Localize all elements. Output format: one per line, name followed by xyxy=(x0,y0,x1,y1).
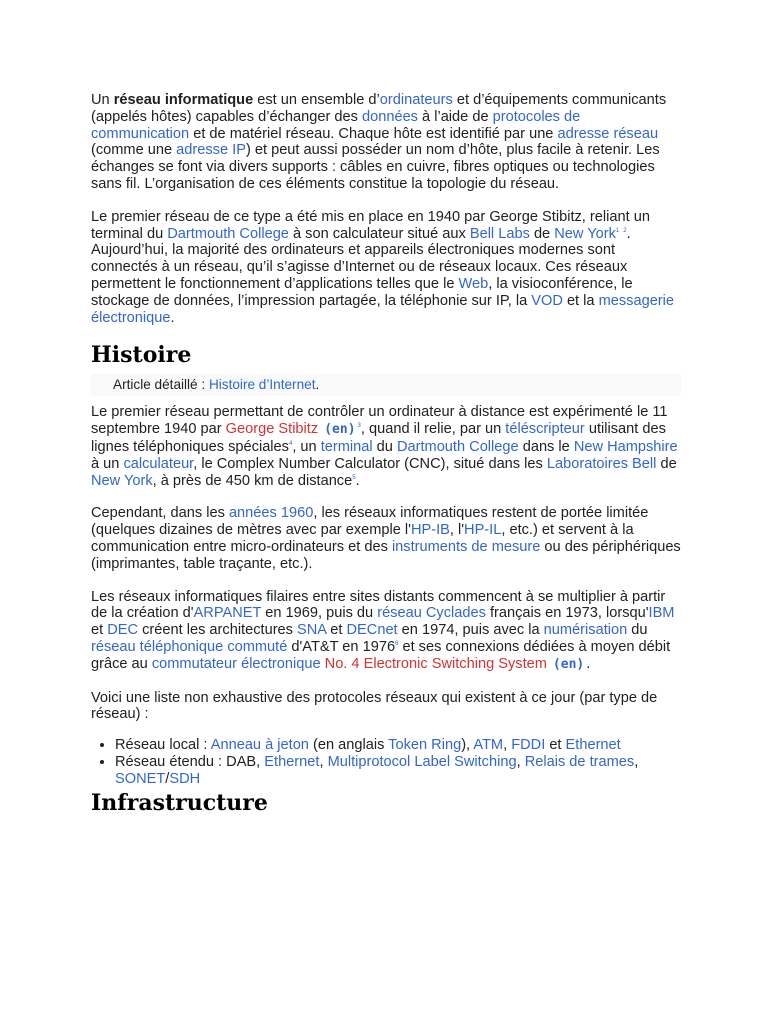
ref-link-2[interactable]: 2 xyxy=(623,227,627,234)
intro-paragraph-1: Un réseau informatique est un ensemble d’ordinateurs et d’équipements communicants (appelés hôtes) capables d’échanger des données à l’aide de protocoles de communication et de matériel réseau. Chaque hôte est identifié par une adresse réseau (comme une adresse IP) et peut aussi posséder un nom d’hôte, plus facile à retenir. Les échanges se font via divers supports : câbles en cuivre, fibres optiques ou technologies sans fil. L’organisation de ces éléments constitue la topologie du réseau. xyxy=(91,92,667,192)
link-hp-il[interactable]: HP-IL xyxy=(464,522,502,539)
link-commutateur[interactable]: commutateur électronique xyxy=(151,655,321,672)
link-terminal[interactable]: terminal xyxy=(320,438,373,455)
intro-paragraph-2: Le premier réseau de ce type a été mis en place en 1940 par George Stibitz, reliant un terminal du Dartmouth College à son calculateur situé aux Bell Labs de New York$^1$ $^2$. Aujourd’hui, la majorité des ordinateurs et appareils électroniques modernes sont connectés à un réseau, qu’il s’agisse d’Internet ou de réseaux locaux. Ces réseaux permettent le fonctionnement d’applications telles que le Web, la visioconférence, le stockage de données, l’impression partagée, la téléphonie sur IP, la VOD et la messagerie électronique. xyxy=(91,208,675,326)
link-web[interactable]: Web xyxy=(458,275,489,292)
link-en-no4-ess[interactable]: (en) xyxy=(552,656,585,672)
link-new-york-2[interactable]: New York xyxy=(91,472,153,489)
link-instruments-mesure[interactable]: instruments de mesure xyxy=(391,538,541,555)
hatnote-article-detaille: Article détaillé : Histoire d’Internet. xyxy=(91,374,681,396)
link-en-stibitz[interactable]: (en) xyxy=(324,422,356,438)
link-laboratoires-bell[interactable]: Laboratoires Bell xyxy=(546,455,657,472)
term-reseau-informatique: réseau informatique xyxy=(113,92,254,108)
link-ordinateurs[interactable]: ordinateurs xyxy=(379,92,453,108)
protocol-list xyxy=(91,737,681,787)
link-new-hampshire[interactable]: New Hampshire xyxy=(573,438,678,455)
link-sna[interactable]: SNA xyxy=(297,622,327,639)
histoire-paragraph-1: Le premier réseau permettant de contrôler un ordinateur à distance est expérimenté le 11 septembre 1940 par George Stibitz (en) $^3$, quand il relie, par un téléscripteur utilisant des lignes téléphoniques spéciales$^4$, un terminal du Dartmouth College dans le New Hampshire à un calculateur, le Complex Number Calculator (CNC), situé dans les Laboratoires Bell de New York, à près de 450 km de distance$^5$. xyxy=(91,404,678,489)
link-token-ring[interactable]: Token Ring xyxy=(388,737,462,754)
link-dartmouth-2[interactable]: Dartmouth College xyxy=(396,438,519,455)
link-vod[interactable]: VOD xyxy=(531,292,563,309)
link-donnees[interactable]: données xyxy=(361,108,418,125)
heading-histoire: Histoire xyxy=(91,342,192,369)
link-protocoles[interactable]: protocoles de communication xyxy=(91,108,581,142)
link-adresse-ip[interactable]: adresse IP xyxy=(176,142,246,159)
link-fddi[interactable]: FDDI xyxy=(511,737,546,754)
link-ethernet-2[interactable]: Ethernet xyxy=(264,753,320,770)
link-ibm[interactable]: IBM xyxy=(648,605,675,622)
ref-link-1[interactable]: 1 xyxy=(615,227,620,234)
list-item: • Réseau étendu : DAB, Ethernet, Multiprotocol Label Switching, Relais de trames, SONET/SDH xyxy=(115,754,681,788)
link-reseau-cyclades[interactable]: réseau Cyclades xyxy=(377,605,486,622)
ref-link-3[interactable]: 3 xyxy=(357,423,361,430)
ref-link-4[interactable]: 4 xyxy=(288,441,293,448)
link-bell-labs[interactable]: Bell Labs xyxy=(469,225,530,242)
article-body xyxy=(91,92,681,816)
link-no4-ess[interactable]: No. 4 Electronic Switching System xyxy=(324,655,547,672)
link-mpls[interactable]: Multiprotocol Label Switching xyxy=(327,753,517,770)
histoire-paragraph-3: Les réseaux informatiques filaires entre sites distants commencent à se multiplier à partir de la création d'ARPANET en 1969, puis du réseau Cyclades français en 1973, lorsqu'IBM et DEC créent les architectures SNA et DECnet en 1974, puis avec la numérisation du réseau téléphonique commuté d'AT&T en 1976$^6$ et ses connexions dédiées à moyen débit grâce au commutateur électronique No. 4 Electronic Switching System (en) . xyxy=(91,588,675,672)
link-adresse-reseau[interactable]: adresse réseau xyxy=(557,125,659,142)
link-george-stibitz[interactable]: George Stibitz xyxy=(225,421,319,438)
link-telescripteur[interactable]: téléscripteur xyxy=(505,421,585,438)
link-decnet[interactable]: DECnet xyxy=(346,622,398,639)
link-arpanet[interactable]: ARPANET xyxy=(193,605,262,622)
link-new-york[interactable]: New York xyxy=(554,225,616,242)
link-ethernet[interactable]: Ethernet xyxy=(565,737,621,754)
link-relais-trames[interactable]: Relais de trames xyxy=(524,753,635,770)
link-histoire-internet[interactable]: Histoire d’Internet xyxy=(208,377,316,393)
list-item: • Réseau local : Anneau à jeton (en anglais Token Ring), ATM, FDDI et Ethernet xyxy=(115,737,681,754)
heading-infrastructure: Infrastructure xyxy=(91,789,268,816)
link-sdh[interactable]: SDH xyxy=(169,770,201,787)
link-atm[interactable]: ATM xyxy=(473,737,504,754)
link-calculateur[interactable]: calculateur xyxy=(123,455,194,472)
link-dartmouth[interactable]: Dartmouth College xyxy=(167,225,289,242)
link-sonet[interactable]: SONET xyxy=(115,770,166,787)
ref-link-5[interactable]: 5 xyxy=(352,474,356,481)
ref-link-6[interactable]: 6 xyxy=(395,641,399,648)
link-numerisation[interactable]: numérisation xyxy=(543,622,628,639)
histoire-paragraph-4: Voici une liste non exhaustive des protocoles réseaux qui existent à ce jour (par type de réseau) : xyxy=(91,689,658,723)
link-hp-ib[interactable]: HP-IB xyxy=(410,522,450,539)
link-messagerie[interactable]: messagerie électronique xyxy=(91,292,675,326)
histoire-paragraph-2: Cependant, dans les années 1960, les réseaux informatiques restent de portée limitée (quelques dizaines de mètres avec par exemple l'HP-IB, l'HP-IL, etc.) et servent à la communication entre micro-ordinateurs et des instruments de mesure ou des périphériques (imprimantes, table traçante, etc.). xyxy=(91,505,681,572)
link-dec[interactable]: DEC xyxy=(107,622,139,639)
ref-1 xyxy=(616,228,619,234)
link-rtc[interactable]: réseau téléphonique commuté xyxy=(91,638,288,655)
link-anneau-jeton[interactable]: Anneau à jeton xyxy=(210,737,309,754)
link-annees-1960[interactable]: années 1960 xyxy=(228,505,314,522)
